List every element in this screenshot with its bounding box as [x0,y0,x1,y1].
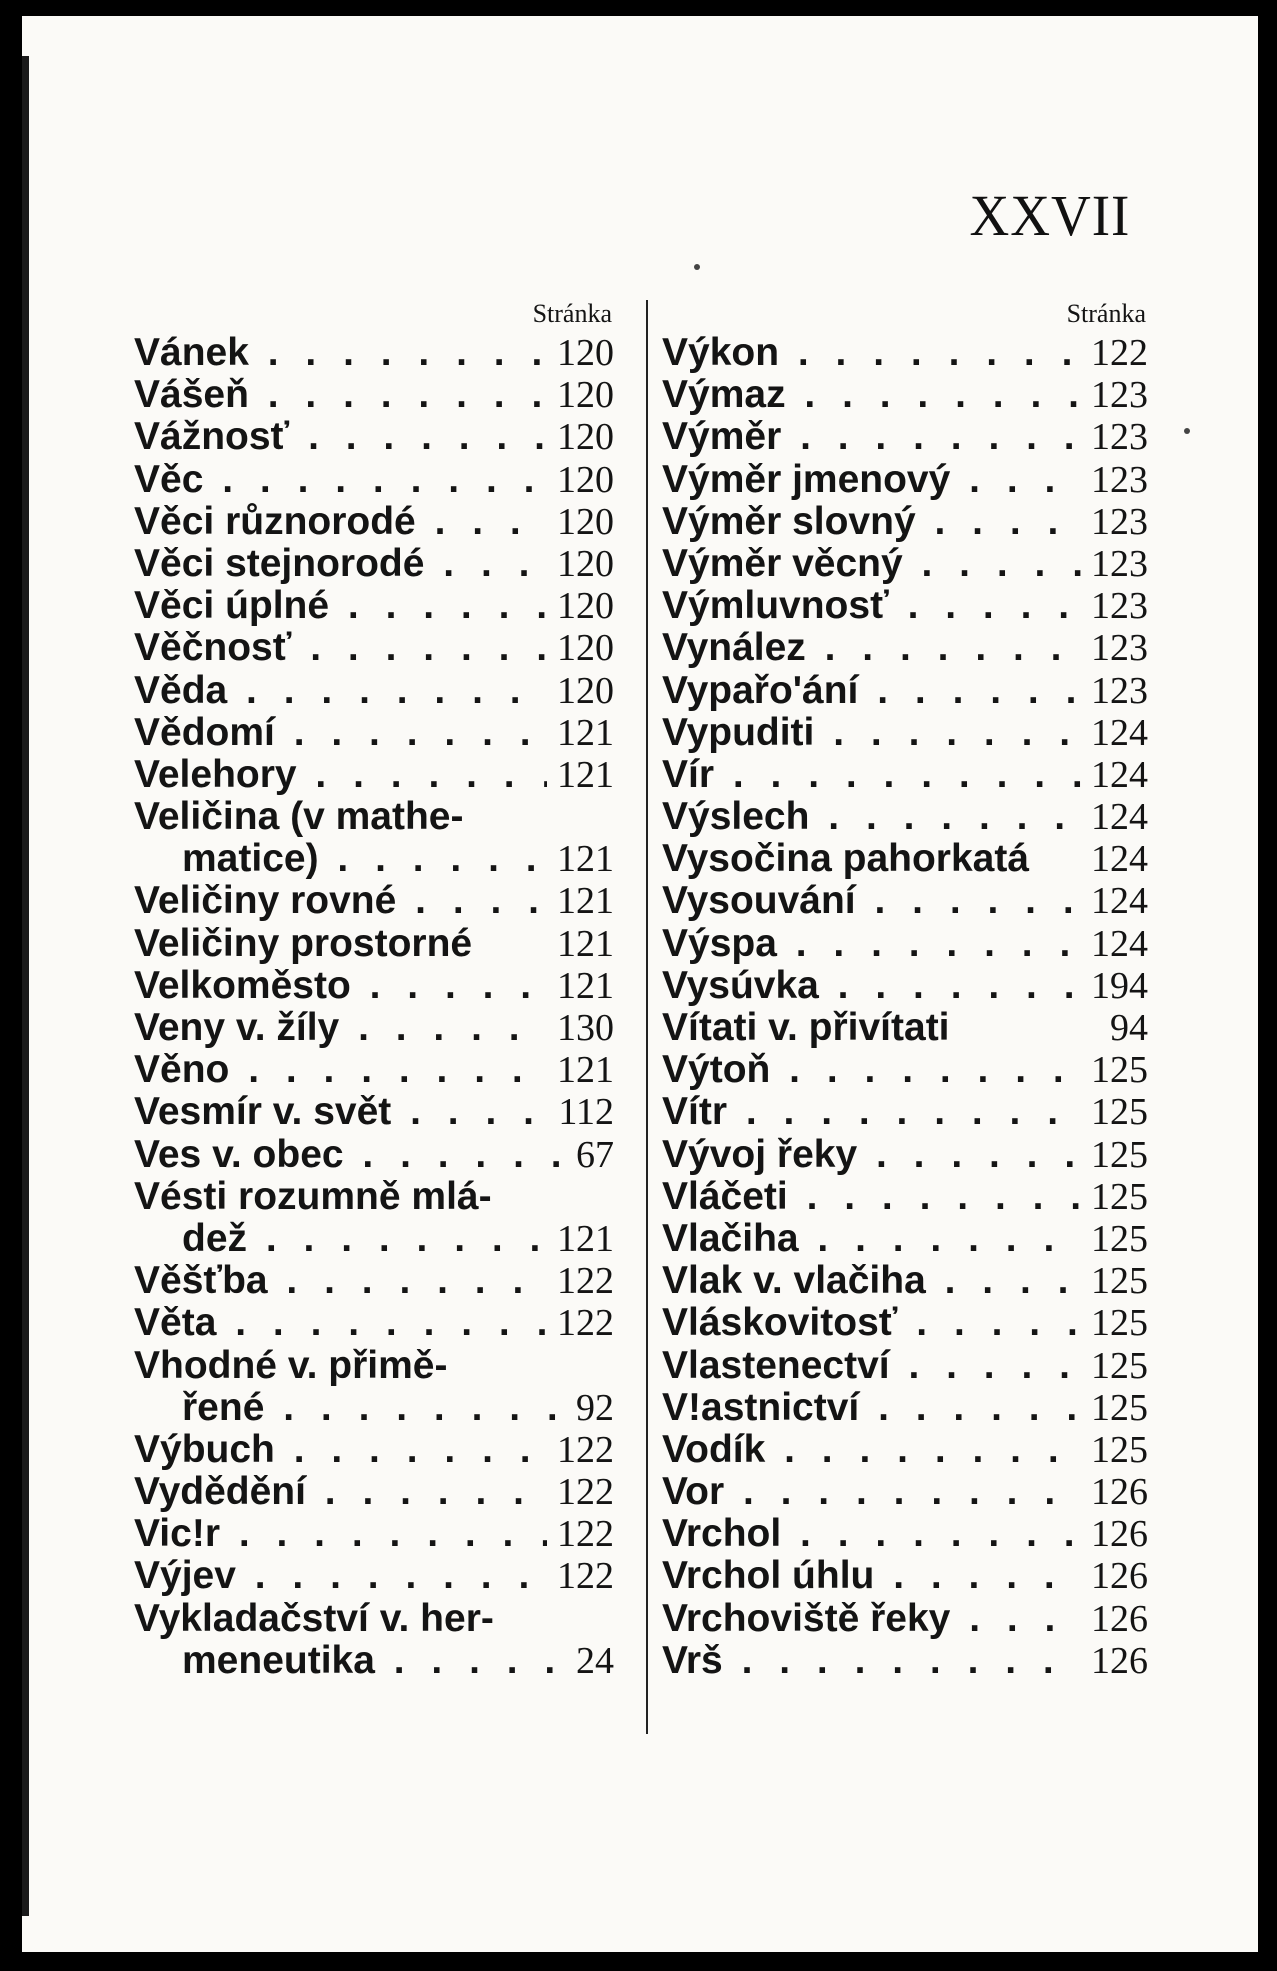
index-term: Výtoň . . . [662,1049,1081,1091]
index-term: Věci úplné . . . [134,585,547,627]
index-term: Vykladačství v. her- [134,1597,494,1640]
index-term: meneutika . . . [182,1640,566,1682]
index-term: Výměr . . . [662,416,1081,458]
index-term: matice) . . . [182,838,547,880]
index-term: Výjev . . . [134,1555,547,1597]
index-page-ref: 124 [1091,922,1148,965]
index-entry [134,754,614,796]
index-term: Vír . . . [662,754,1081,796]
index-term: Věno . . . [134,1049,547,1091]
index-entry [662,1091,1148,1133]
index-entry [134,923,614,965]
index-page-ref: 121 [557,1217,614,1260]
index-page-ref: 123 [1091,627,1148,670]
print-speck [1184,428,1190,434]
index-term: Vášeň . . . [134,374,547,416]
index-term: Vypuditi . . . [662,712,1081,754]
index-term: Veličiny prostorné [134,922,473,965]
index-page-ref: 123 [1091,500,1148,543]
index-term: Věta . . . [134,1302,547,1344]
index-entry [134,501,614,543]
index-page-ref: 122 [1091,332,1148,374]
index-term: dež . . . [182,1218,547,1260]
index-term: Vláskovitosť . . . [662,1302,1081,1344]
index-term: Výmaz . . . [662,374,1081,416]
index-entry [134,1513,614,1555]
index-entry [662,459,1148,501]
index-term: Věci různorodé . . . [134,501,547,543]
index-term: Vědomí . . . [134,712,547,754]
page-number: XXVII [969,183,1130,248]
index-term: Výměr slovný . . . [662,501,1081,543]
index-page-ref: 123 [1091,416,1148,459]
index-entry [134,627,614,669]
index-page-ref: 121 [557,964,614,1007]
index-entry [134,712,614,754]
index-entry [134,1049,614,1091]
index-page-ref: 120 [557,627,614,670]
index-page-ref: 24 [576,1639,614,1682]
index-term: Vítr . . . [662,1091,1081,1133]
index-entry [134,838,614,880]
index-entry [134,1007,614,1049]
index-term: Vlačiha . . . [662,1218,1081,1260]
index-term: Vynález . . . [662,627,1081,669]
index-term: Veličina (v mathe- [134,796,464,839]
index-page-ref: 121 [557,922,614,965]
book-page [22,16,1258,1952]
index-entry [662,712,1148,754]
index-page-ref: 122 [557,1428,614,1471]
index-page-ref: 124 [1091,880,1148,923]
index-entry [662,838,1148,880]
index-page-ref: 67 [576,1133,614,1176]
index-entry [134,1387,614,1429]
index-page-ref: 120 [557,374,614,417]
index-entry [134,1091,614,1133]
index-page-ref: 125 [1091,1133,1148,1176]
index-entry [134,1218,614,1260]
index-page-ref: 125 [1091,1302,1148,1345]
index-entry [662,880,1148,922]
index-entry [662,501,1148,543]
index-entry [134,1134,614,1176]
index-page-ref: 124 [1091,711,1148,754]
index-term: Vysouvání . . . [662,880,1081,922]
index-entry [662,1513,1148,1555]
index-entry [134,1345,614,1387]
index-entry [134,374,614,416]
index-entry [134,459,614,501]
index-page-ref: 120 [557,416,614,459]
index-term: Vláčeti . . . [662,1176,1081,1218]
index-term: Věšťba . . . [134,1260,547,1302]
index-page-ref: 125 [1091,1260,1148,1303]
index-entry [662,1218,1148,1260]
index-page-ref: 126 [1091,1555,1148,1598]
index-term: Výspa . . . [662,923,1081,965]
index-page-ref: 112 [558,1091,614,1134]
index-term: Výměr věcný . . . [662,543,1081,585]
index-term: Vánek . . . [134,332,547,374]
index-term: Věc . . . [134,459,547,501]
index-page-ref: 92 [576,1386,614,1429]
index-entry [134,1429,614,1471]
index-entry [134,1302,614,1344]
index-entry [662,1134,1148,1176]
print-speck [694,264,700,270]
index-entry [662,416,1148,458]
index-page-ref: 125 [1091,1386,1148,1429]
index-term: Vrchoviště řeky . . . [662,1598,1081,1640]
index-term: Vývoj řeky . . . [662,1134,1081,1176]
column-header: Stránka [1066,299,1146,328]
index-term: Vhodné v. přimě- [134,1344,448,1387]
index-term: Vésti rozumně mlá- [134,1175,492,1218]
index-entry [134,1260,614,1302]
column-header: Stránka [532,299,612,328]
index-page-ref: 194 [1091,964,1148,1007]
index-entry [662,796,1148,838]
index-page-ref: 123 [1091,585,1148,628]
index-page-ref: 122 [557,1555,614,1598]
index-term: Věčnosť . . . [134,627,547,669]
index-entry [662,754,1148,796]
index-page-ref: 125 [1091,1091,1148,1134]
index-entry [134,670,614,712]
index-term: Veličiny rovné . . . [134,880,547,922]
index-page-ref: 122 [557,1513,614,1556]
index-entry [134,1598,614,1640]
index-term: Velkoměsto . . . [134,965,547,1007]
index-term: Vic!r . . . [134,1513,547,1555]
index-page-ref: 121 [557,880,614,923]
index-entry [134,965,614,1007]
index-page-ref: 126 [1091,1597,1148,1640]
index-page-ref: 121 [557,838,614,881]
index-page-ref: 94 [1110,1007,1148,1049]
index-term: Výmluvnosť . . . [662,585,1081,627]
index-page-ref: 123 [1091,669,1148,712]
index-term: Vesmír v. svět . . . [134,1091,548,1133]
index-entry [662,670,1148,712]
index-page-ref: 120 [557,542,614,585]
index-column-right [662,296,1148,1682]
index-page-ref: 121 [557,1049,614,1092]
index-page-ref: 126 [1091,1639,1148,1682]
index-entry [134,543,614,585]
index-entry [662,1176,1148,1218]
index-page-ref: 124 [1091,838,1148,881]
index-page-ref: 125 [1091,1049,1148,1092]
index-entry [134,1555,614,1597]
index-entry [662,1007,1148,1049]
index-entry [662,627,1148,669]
index-entry [134,1640,614,1682]
binding-edge [22,56,29,1916]
index-term: Vysúvka . . . [662,965,1081,1007]
index-entry [662,1387,1148,1429]
index-entry [662,1555,1148,1597]
index-page-ref: 125 [1091,1428,1148,1471]
index-term: Vysočina pahorkatá [662,838,1030,881]
index-page-ref: 122 [557,1260,614,1303]
index-term: Výměr jmenový . . . [662,459,1081,501]
index-entry [662,543,1148,585]
index-term: Ves v. obec . . . [134,1134,566,1176]
index-term: Vor . . . [662,1471,1081,1513]
index-entry [662,965,1148,1007]
index-entry [134,796,614,838]
index-page-ref: 120 [557,458,614,501]
index-page-ref: 125 [1091,1217,1148,1260]
index-entry [134,1176,614,1218]
index-term: Velehory . . . [134,754,547,796]
index-entry [662,1471,1148,1513]
index-entry [662,1640,1148,1682]
index-page-ref: 122 [557,1471,614,1514]
column-divider [646,300,648,1734]
index-entry [134,416,614,458]
index-entry [662,332,1148,374]
index-term: Vypařo'ání . . . [662,670,1081,712]
index-entry [662,1598,1148,1640]
index-term: Vlak v. vlačiha . . . [662,1260,1081,1302]
index-entry [662,1345,1148,1387]
index-term: Věda . . . [134,670,547,712]
index-term: V!astnictví . . . [662,1387,1081,1429]
index-term: řené . . . [182,1387,566,1429]
index-entry [134,585,614,627]
index-entry [662,923,1148,965]
index-page-ref: 120 [557,500,614,543]
index-page-ref: 123 [1091,374,1148,417]
index-page-ref: 123 [1091,458,1148,501]
index-page-ref: 125 [1091,1344,1148,1387]
index-term: Výslech . . . [662,796,1081,838]
index-entry [662,1260,1148,1302]
index-page-ref: 121 [557,711,614,754]
index-page-ref: 125 [1091,1175,1148,1218]
index-entry [662,374,1148,416]
index-page-ref: 130 [557,1007,614,1049]
index-entry [134,1471,614,1513]
index-term: Výbuch . . . [134,1429,547,1471]
index-page-ref: 120 [557,585,614,628]
index-term: Vážnosť . . . [134,416,547,458]
index-term: Vrš . . . [662,1640,1081,1682]
index-column-left [134,296,614,1682]
index-page-ref: 126 [1091,1471,1148,1514]
index-term: Veny v. žíly . . . [134,1007,547,1049]
index-term: Výkon . . . [662,332,1081,374]
index-page-ref: 122 [557,1302,614,1345]
index-list-left [134,332,614,1682]
index-page-ref: 126 [1091,1513,1148,1556]
index-term: Vítati v. přivítati [662,1007,950,1049]
index-page-ref: 120 [557,332,614,374]
index-entry [662,585,1148,627]
index-term: Věci stejnorodé . . . [134,543,547,585]
index-entry [662,1049,1148,1091]
index-entry [134,332,614,374]
index-page-ref: 120 [557,669,614,712]
index-page-ref: 124 [1091,796,1148,839]
index-entry [134,880,614,922]
index-term: Vrchol úhlu . . . [662,1555,1081,1597]
index-page-ref: 124 [1091,753,1148,796]
index-list-right [662,332,1148,1682]
index-term: Vydědění . . . [134,1471,547,1513]
index-entry [662,1429,1148,1471]
index-entry [662,1302,1148,1344]
index-term: Vodík . . . [662,1429,1081,1471]
index-page-ref: 121 [557,753,614,796]
index-page-ref: 123 [1091,542,1148,585]
index-term: Vlastenectví . . . [662,1345,1081,1387]
index-term: Vrchol . . . [662,1513,1081,1555]
